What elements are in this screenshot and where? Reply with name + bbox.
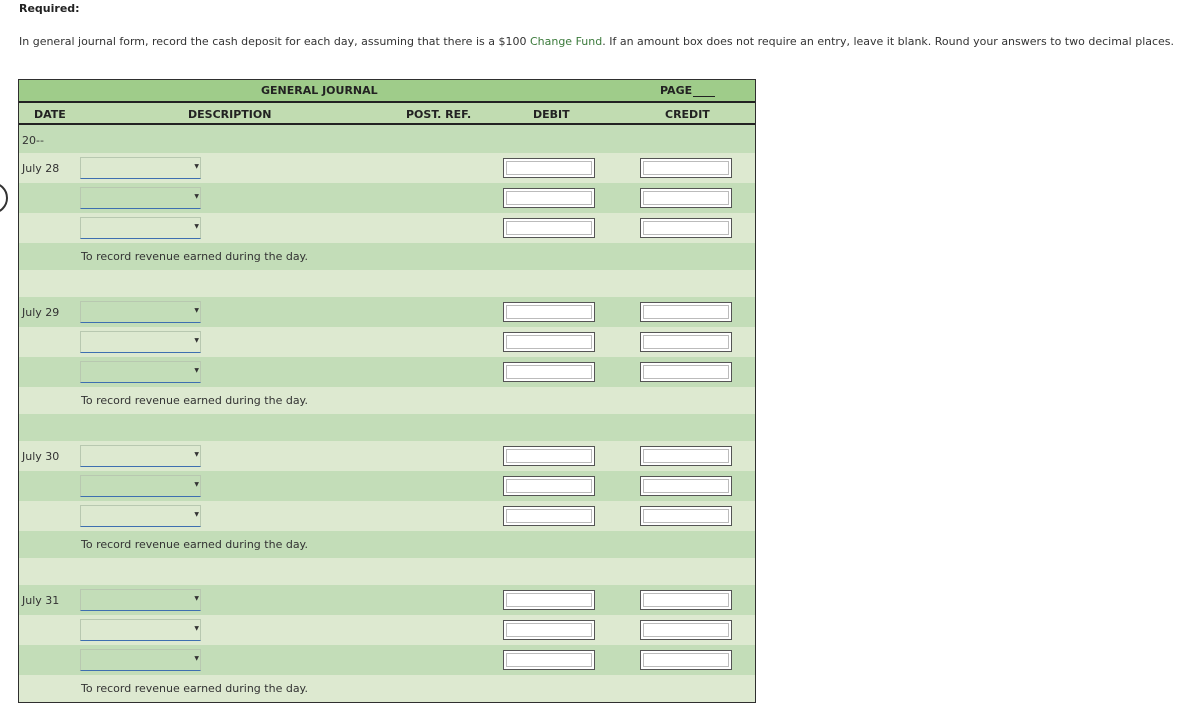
entry-date: July 31	[22, 594, 60, 607]
journal-line-row	[19, 153, 755, 183]
explanation-row	[19, 387, 755, 414]
entry-explanation: To record revenue earned during the day.	[81, 682, 308, 695]
dropdown-arrow-icon: ▼	[194, 655, 199, 662]
debit-column-header: DEBIT	[533, 108, 570, 121]
debit-amount-input[interactable]	[503, 362, 595, 382]
journal-title-bar	[19, 80, 755, 101]
dropdown-arrow-icon: ▼	[194, 625, 199, 632]
account-select[interactable]	[80, 505, 201, 527]
journal-title: GENERAL JOURNAL	[261, 84, 378, 97]
page-label: PAGE	[660, 84, 693, 97]
journal-line-row	[19, 645, 755, 675]
account-select[interactable]	[80, 301, 201, 323]
account-select[interactable]	[80, 157, 201, 179]
account-select[interactable]	[80, 445, 201, 467]
credit-amount-input[interactable]	[640, 476, 732, 496]
account-select[interactable]	[80, 589, 201, 611]
credit-column-header: CREDIT	[665, 108, 710, 121]
credit-amount-input[interactable]	[640, 302, 732, 322]
spacer-row	[19, 558, 755, 585]
journal-line-row	[19, 501, 755, 531]
debit-amount-input[interactable]	[503, 188, 595, 208]
debit-amount-input[interactable]	[503, 476, 595, 496]
journal-line-row	[19, 585, 755, 615]
journal-line-row	[19, 183, 755, 213]
credit-amount-input[interactable]	[640, 650, 732, 670]
journal-line-row	[19, 213, 755, 243]
debit-amount-input[interactable]	[503, 218, 595, 238]
explanation-row	[19, 531, 755, 558]
account-select[interactable]	[80, 187, 201, 209]
account-select[interactable]	[80, 649, 201, 671]
post-ref-column-header: POST. REF.	[406, 108, 472, 121]
year-row	[19, 125, 755, 153]
required-heading: Required:	[19, 2, 80, 15]
date-column-header: DATE	[34, 108, 66, 121]
entry-date: July 28	[22, 162, 60, 175]
credit-amount-input[interactable]	[640, 332, 732, 352]
dropdown-arrow-icon: ▼	[194, 367, 199, 374]
debit-amount-input[interactable]	[503, 302, 595, 322]
account-select[interactable]	[80, 619, 201, 641]
journal-line-row	[19, 327, 755, 357]
entry-explanation: To record revenue earned during the day.	[81, 394, 308, 407]
instructions-before: In general journal form, record the cash deposit for each day, assuming that there is a $100	[19, 35, 530, 48]
debit-amount-input[interactable]	[503, 650, 595, 670]
page-number-blank	[693, 96, 715, 97]
journal-line-row	[19, 441, 755, 471]
journal-line-row	[19, 471, 755, 501]
dropdown-arrow-icon: ▼	[194, 337, 199, 344]
spacer-row	[19, 270, 755, 297]
explanation-row	[19, 243, 755, 270]
dropdown-arrow-icon: ▼	[194, 307, 199, 314]
instructions-after: . If an amount box does not require an entry, leave it blank. Round your answers to two decimal places.	[602, 35, 1175, 48]
debit-amount-input[interactable]	[503, 620, 595, 640]
explanation-row	[19, 675, 755, 702]
debit-amount-input[interactable]	[503, 446, 595, 466]
spacer-row	[19, 414, 755, 441]
dropdown-arrow-icon: ▼	[194, 223, 199, 230]
account-select[interactable]	[80, 217, 201, 239]
year-label: 20--	[22, 134, 44, 147]
credit-amount-input[interactable]	[640, 446, 732, 466]
journal-line-row	[19, 615, 755, 645]
journal-line-row	[19, 357, 755, 387]
credit-amount-input[interactable]	[640, 188, 732, 208]
credit-amount-input[interactable]	[640, 362, 732, 382]
instructions-text	[19, 35, 1174, 48]
dropdown-arrow-icon: ▼	[194, 163, 199, 170]
debit-amount-input[interactable]	[503, 332, 595, 352]
credit-amount-input[interactable]	[640, 506, 732, 526]
credit-amount-input[interactable]	[640, 620, 732, 640]
dropdown-arrow-icon: ▼	[194, 451, 199, 458]
debit-amount-input[interactable]	[503, 506, 595, 526]
column-header-row	[19, 101, 755, 125]
dropdown-arrow-icon: ▼	[194, 481, 199, 488]
side-circle-indicator	[0, 182, 8, 214]
entry-date: July 29	[22, 306, 60, 319]
description-column-header: DESCRIPTION	[188, 108, 272, 121]
dropdown-arrow-icon: ▼	[194, 193, 199, 200]
entry-explanation: To record revenue earned during the day.	[81, 538, 308, 551]
credit-amount-input[interactable]	[640, 218, 732, 238]
credit-amount-input[interactable]	[640, 590, 732, 610]
change-fund-term-link[interactable]: Change Fund	[529, 35, 603, 48]
account-select[interactable]	[80, 475, 201, 497]
dropdown-arrow-icon: ▼	[194, 595, 199, 602]
credit-amount-input[interactable]	[640, 158, 732, 178]
debit-amount-input[interactable]	[503, 590, 595, 610]
general-journal-table	[18, 79, 756, 703]
debit-amount-input[interactable]	[503, 158, 595, 178]
account-select[interactable]	[80, 361, 201, 383]
journal-line-row	[19, 297, 755, 327]
entry-explanation: To record revenue earned during the day.	[81, 250, 308, 263]
dropdown-arrow-icon: ▼	[194, 511, 199, 518]
entry-date: July 30	[22, 450, 60, 463]
account-select[interactable]	[80, 331, 201, 353]
